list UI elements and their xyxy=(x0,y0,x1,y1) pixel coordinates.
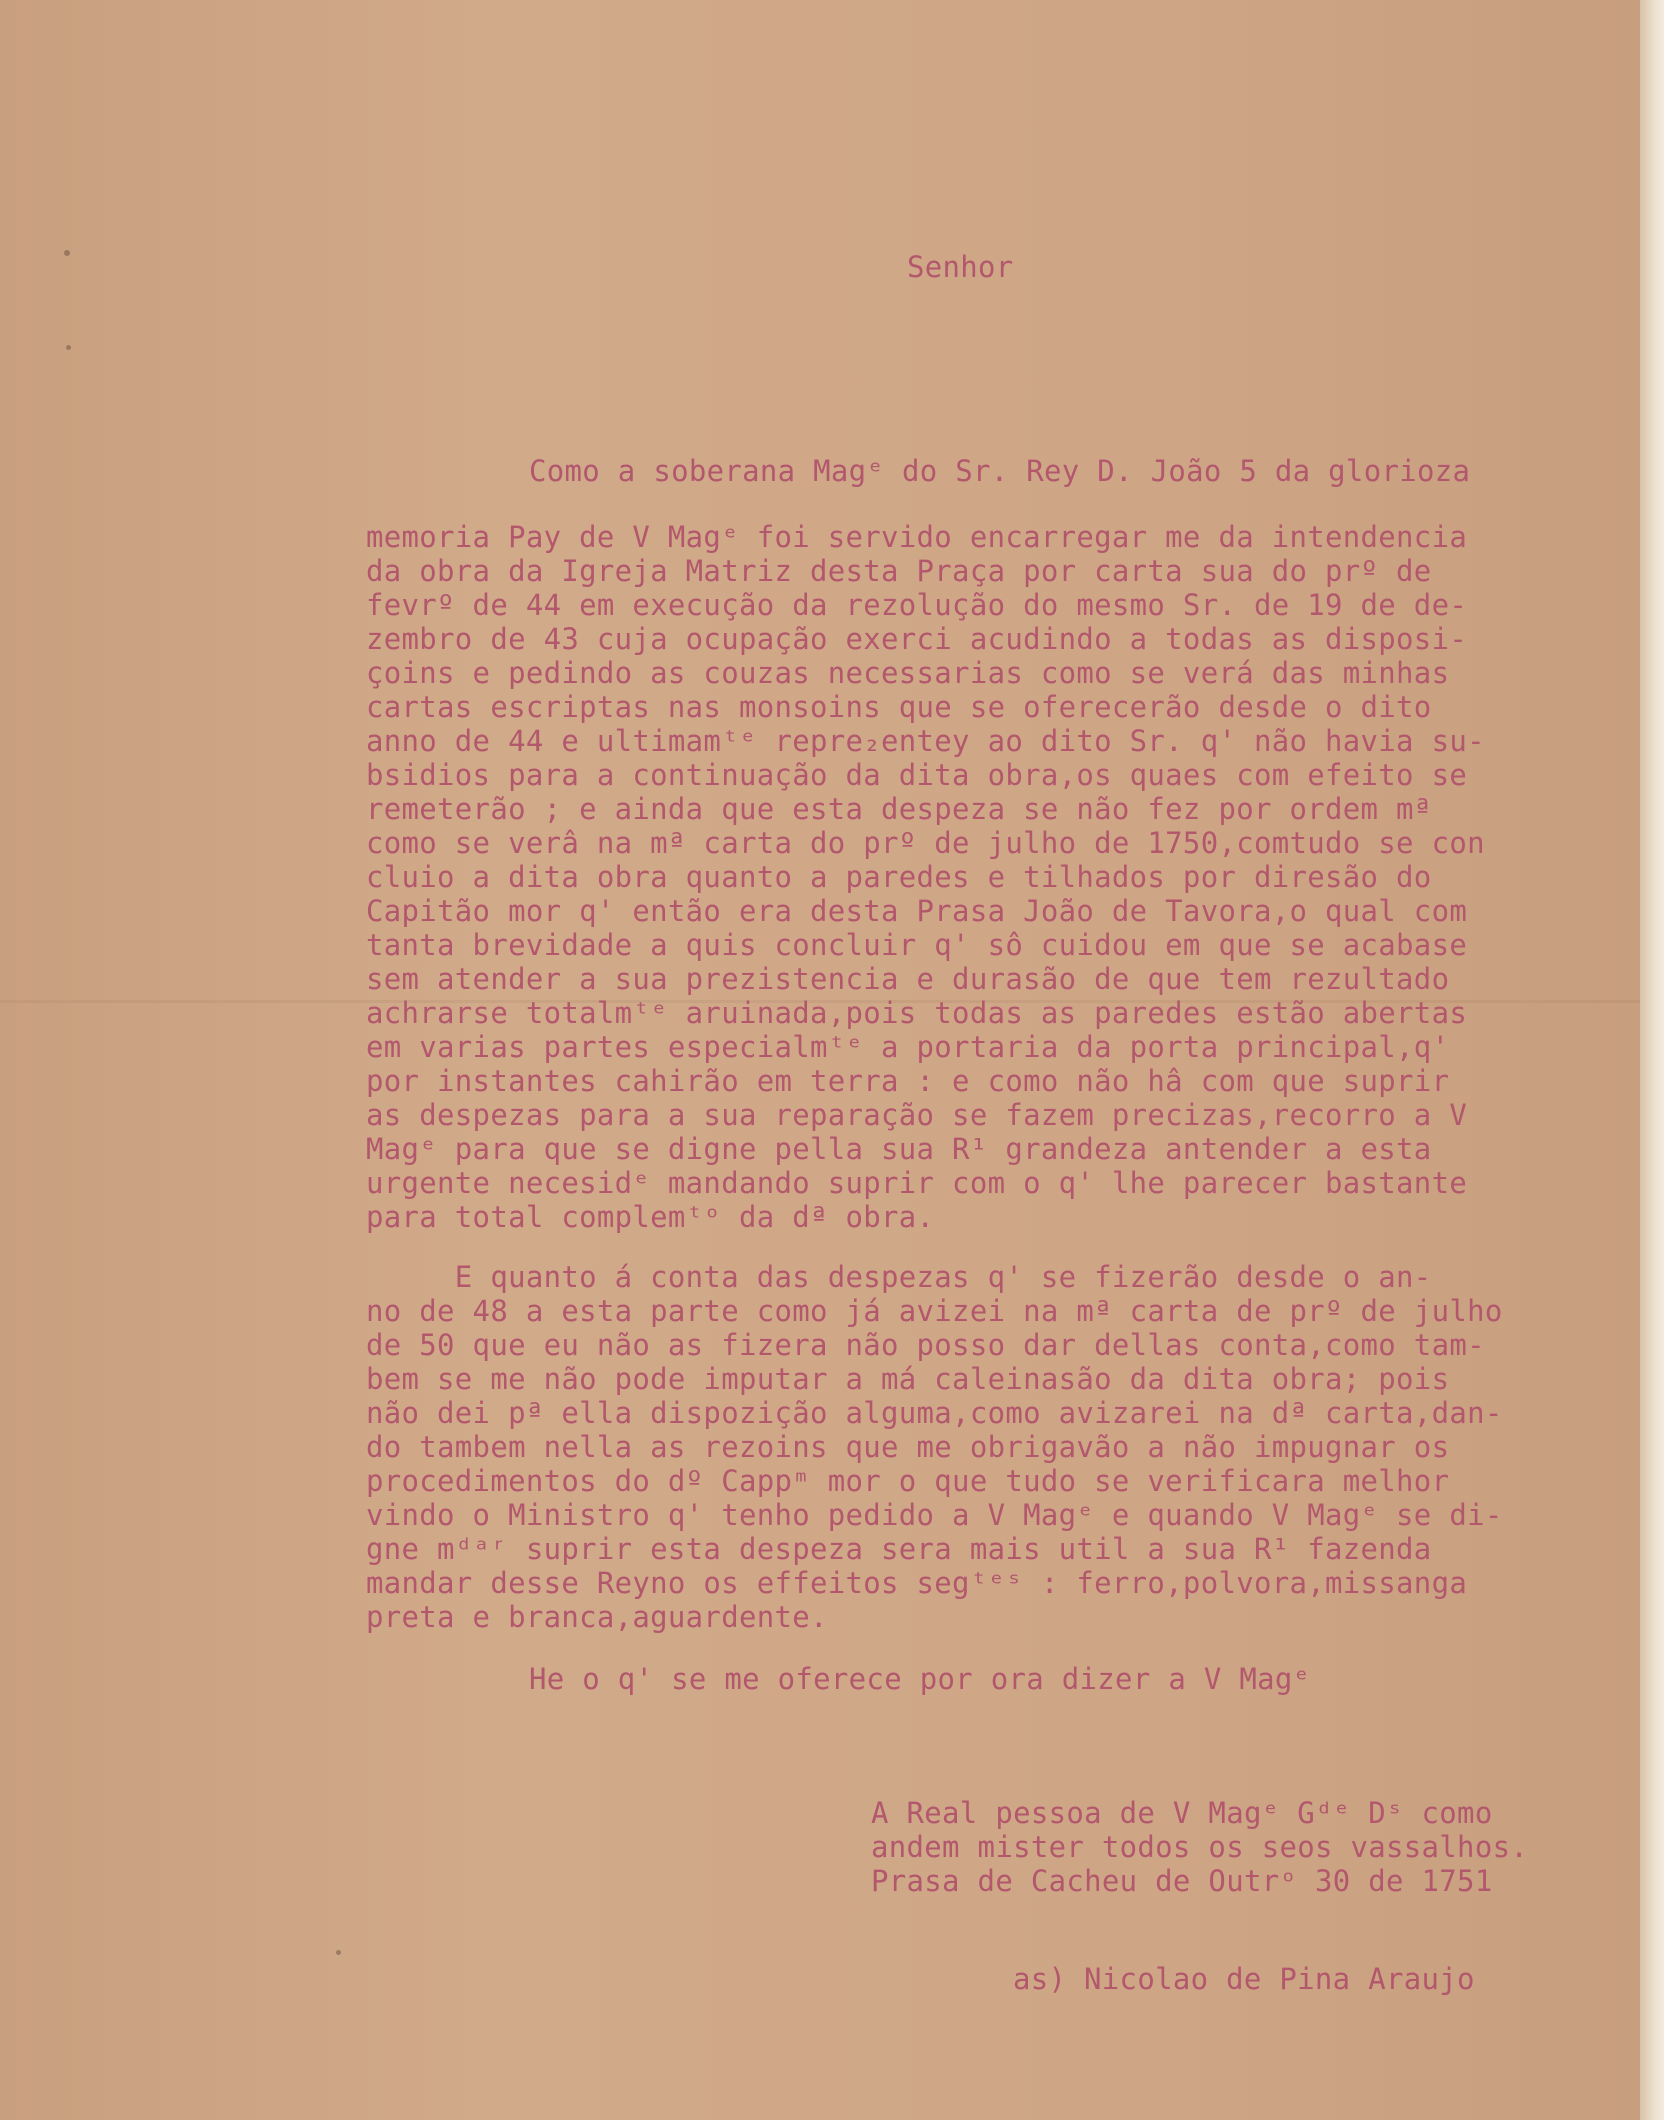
text-line: mandar desse Reyno os effeitos segᵗᵉˢ : ferro,polvora,missanga xyxy=(366,1566,1468,1600)
closing-line: Prasa de Cacheu de Outrᵒ 30 de 1751 xyxy=(871,1864,1493,1898)
closing-line: andem mister todos os seos vassalhos. xyxy=(871,1830,1529,1864)
text-line: anno de 44 e ultimamᵗᵉ repre₂entey ao dito Sr. q' não havia su- xyxy=(366,724,1485,758)
text-line: de 50 que eu não as fizera não posso dar dellas conta,como tam- xyxy=(366,1328,1485,1362)
signature: as) Nicolao de Pina Araujo xyxy=(1013,1962,1475,1996)
text-line: cluio a dita obra quanto a paredes e tilhados por diresão do xyxy=(366,860,1432,894)
paragraph-3: He o q' se me oferece por ora dizer a V Magᵉ xyxy=(529,1662,1311,1696)
salutation: Senhor xyxy=(907,250,1014,284)
text-line: urgente necesidᵉ mandando suprir com o q' lhe parecer bastante xyxy=(366,1166,1468,1200)
text-line: tanta brevidade a quis concluir q' sô cuidou em que se acabase xyxy=(366,928,1468,962)
closing-line: A Real pessoa de V Magᵉ Gᵈᵉ Dˢ como xyxy=(871,1796,1493,1830)
text-line: zembro de 43 cuja ocupação exerci acudindo a todas as disposi- xyxy=(366,622,1468,656)
text-line: procedimentos do dº Cappᵐ mor o que tudo se verificara melhor xyxy=(366,1464,1450,1498)
text-line: sem atender a sua prezistencia e durasão de que tem rezultado xyxy=(366,962,1450,996)
text-line: E quanto á conta das despezas q' se fizerão desde o an- xyxy=(366,1260,1432,1294)
text-line: não dei pª ella dispozição alguma,como avizarei na dª carta,dan- xyxy=(366,1396,1503,1430)
text-line: como se verâ na mª carta do prº de julho de 1750,comtudo se con xyxy=(366,826,1485,860)
text-line: cartas escriptas nas monsoins que se oferecerão desde o dito xyxy=(366,690,1432,724)
text-line: Capitão mor q' então era desta Prasa João de Tavora,o qual com xyxy=(366,894,1468,928)
text-line: para total complemᵗᵒ da dª obra. xyxy=(366,1200,935,1234)
text-line: bem se me não pode imputar a má caleinasão da dita obra; pois xyxy=(366,1362,1450,1396)
paper-speck xyxy=(66,345,71,350)
text-line: Magᵉ para que se digne pella sua R¹ grandeza antender a esta xyxy=(366,1132,1432,1166)
text-line: preta e branca,aguardente. xyxy=(366,1600,828,1634)
text-line: no de 48 a esta parte como já avizei na mª carta de prº de julho xyxy=(366,1294,1503,1328)
text-line: do tambem nella as rezoins que me obrigavão a não impugnar os xyxy=(366,1430,1450,1464)
text-line: as despezas para a sua reparação se fazem precizas,recorro a V xyxy=(366,1098,1468,1132)
paper-speck xyxy=(336,1950,341,1955)
text-line: achrarse totalmᵗᵉ aruinada,pois todas as paredes estão abertas xyxy=(366,996,1468,1030)
paragraph-1-first-line: Como a soberana Magᵉ do Sr. Rey D. João 5 da glorioza xyxy=(529,454,1471,488)
text-line: bsidios para a continuação da dita obra,os quaes com efeito se xyxy=(366,758,1468,792)
text-line: por instantes cahirão em terra : e como não hâ com que suprir xyxy=(366,1064,1450,1098)
text-line: çoins e pedindo as couzas necessarias como se verá das minhas xyxy=(366,656,1450,690)
text-line: gne mᵈᵃʳ suprir esta despeza sera mais util a sua R¹ fazenda xyxy=(366,1532,1432,1566)
text-line: remeterão ; e ainda que esta despeza se não fez por ordem mª xyxy=(366,792,1432,826)
text-line: da obra da Igreja Matriz desta Praça por carta sua do prº de xyxy=(366,554,1432,588)
text-line: vindo o Ministro q' tenho pedido a V Magᵉ e quando V Magᵉ se di- xyxy=(366,1498,1503,1532)
text-line: memoria Pay de V Magᵉ foi servido encarregar me da intendencia xyxy=(366,520,1468,554)
paper-speck xyxy=(64,250,70,256)
text-line: fevrº de 44 em execução da rezolução do mesmo Sr. de 19 de de- xyxy=(366,588,1468,622)
paper-edge xyxy=(1640,0,1664,2120)
text-line: em varias partes especialmᵗᵉ a portaria da porta principal,q' xyxy=(366,1030,1450,1064)
